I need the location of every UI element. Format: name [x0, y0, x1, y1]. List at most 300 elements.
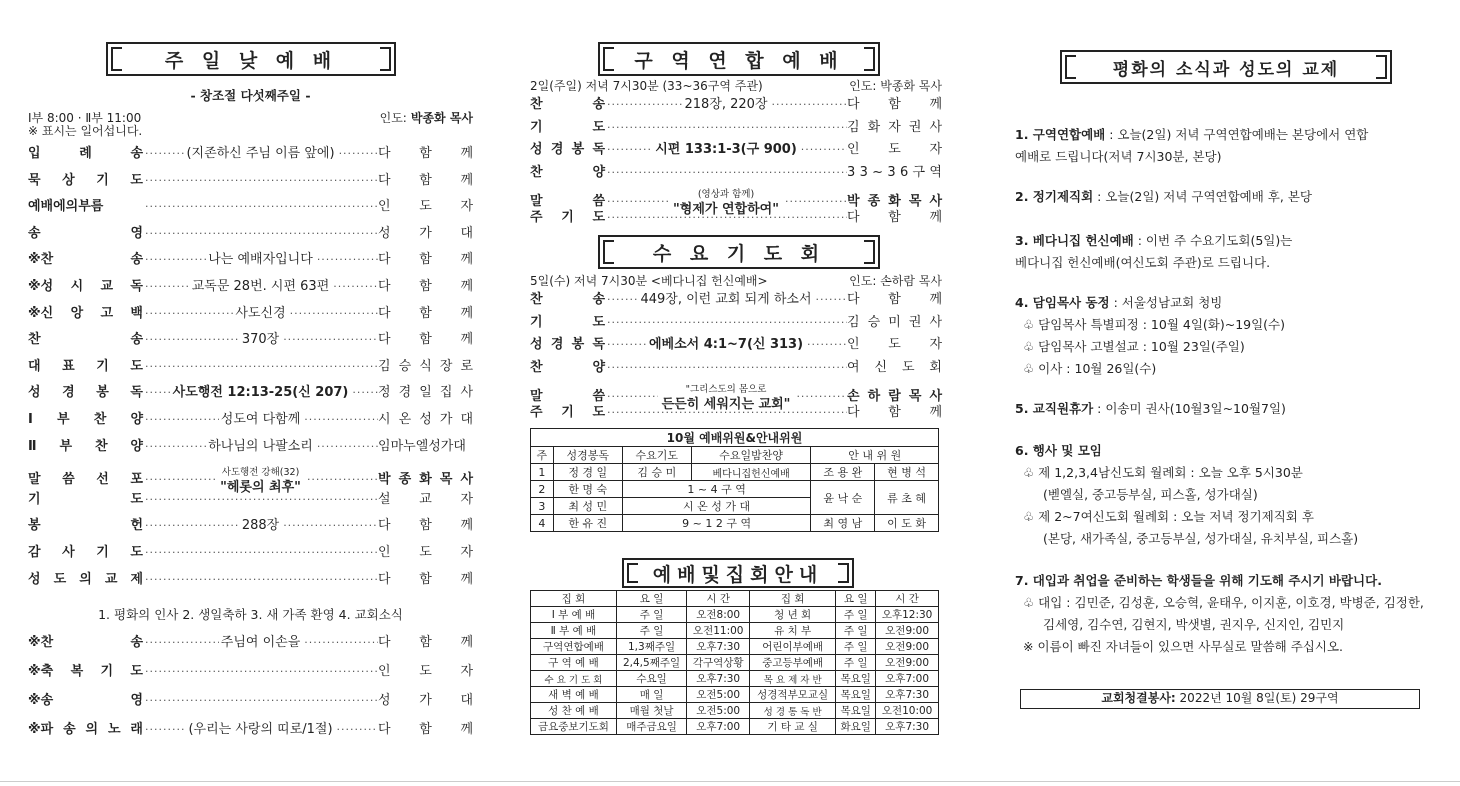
schedule-cell: Ⅱ 부 예 배	[531, 623, 617, 639]
schedule-cell: 오전9:00	[876, 655, 939, 671]
order-label	[28, 199, 143, 215]
sunday-worship-title: 주 일 낮 예 배	[106, 42, 396, 76]
committee-cell: 1	[531, 464, 554, 481]
text-part: 도	[888, 337, 901, 352]
wednesday-info	[530, 273, 942, 289]
text-part: 사	[929, 389, 943, 404]
text-part: 시	[70, 279, 84, 294]
cleaning-footer	[1020, 689, 1420, 709]
order-detail-top: (영상과 함께)	[697, 189, 755, 200]
leader-dots	[605, 405, 847, 421]
schedule-cell: 수 요 기 도 회	[531, 671, 617, 687]
text-part: 경	[550, 337, 564, 352]
schedule-cell: 주 일	[836, 639, 876, 655]
text-part: 성	[378, 225, 391, 241]
text-part: 주	[530, 404, 543, 420]
text-part: 께	[460, 635, 474, 650]
leader-dots	[770, 97, 848, 113]
order-detail: 370장	[241, 332, 280, 348]
text-part: 설	[378, 491, 391, 507]
order-row	[28, 252, 473, 268]
news-item	[1015, 440, 1435, 550]
text-part: 기	[561, 209, 574, 225]
order-person	[378, 306, 473, 322]
order-row	[28, 693, 473, 709]
district-leader: 인도: 박종화 목사	[849, 79, 942, 93]
schedule-cell: 기 타 교 실	[750, 719, 836, 735]
leader-dots	[281, 332, 378, 348]
text-part: 입	[28, 146, 41, 161]
schedule-cell: 유 치 부	[750, 623, 836, 639]
text-part: 헌	[130, 518, 143, 534]
text-part: 함	[419, 722, 432, 737]
order-person	[847, 405, 942, 421]
order-detail: 성도여 다함께	[220, 412, 301, 427]
order-row	[530, 337, 942, 353]
schedule-header: 집 회	[531, 591, 617, 607]
text-part: 권	[908, 119, 922, 135]
news-heading: 1. 구역연합예배	[1015, 127, 1106, 142]
schedule-cell: 2,4,5째주일	[616, 655, 686, 671]
text-part: 손	[847, 389, 860, 404]
schedule-cell: 성경적부모교실	[750, 687, 836, 703]
text-part: ※송	[28, 693, 54, 708]
news-text: : 이번 주 수요기도회(5일)는	[1133, 233, 1293, 248]
order-person	[847, 120, 942, 136]
order-row	[28, 359, 473, 375]
committee-cell: 1 ~ 4 구 역	[622, 481, 811, 498]
order-row	[28, 226, 473, 242]
order-label	[530, 97, 605, 113]
text-part: 찬	[28, 332, 41, 348]
schedule-cell: 오전10:00	[876, 703, 939, 719]
text-part: 감	[28, 545, 41, 560]
order-person	[378, 635, 473, 651]
text-part: 성	[28, 571, 41, 587]
text-part: 도	[419, 545, 432, 560]
text-part: 로	[460, 358, 473, 374]
leader-dots	[805, 337, 847, 353]
leader-dots	[143, 412, 219, 428]
schedule-cell: 매주금요일	[616, 719, 686, 735]
text-part: 가	[419, 225, 432, 241]
schedule-cell: 주 일	[616, 607, 686, 623]
text-part: 기	[28, 491, 41, 507]
text-part: 사	[929, 314, 942, 330]
order-row	[530, 97, 942, 113]
leader-dots	[799, 142, 847, 158]
text-part: 의	[85, 722, 99, 737]
text-part: 경	[398, 385, 412, 401]
order-person	[378, 359, 473, 375]
order-person	[378, 173, 473, 189]
text-part: 함	[419, 279, 432, 294]
text-part: 다	[378, 305, 391, 321]
text-part: 께	[460, 252, 474, 268]
text-part: 화	[419, 472, 432, 488]
leader-dots	[288, 306, 378, 322]
text-part: 송	[63, 722, 76, 737]
news-text: : 오늘(2일) 저녁 구역연합예배 후, 본당	[1093, 189, 1312, 204]
leader-dots	[331, 279, 378, 295]
schedule-cell: 목요일	[836, 703, 876, 719]
leader-dots	[335, 722, 378, 738]
schedule-cell: 화요일	[836, 719, 876, 735]
text-part: 기	[100, 664, 114, 679]
text-part: 다	[378, 146, 391, 161]
order-detail	[216, 465, 305, 495]
text-part: 께	[460, 172, 473, 188]
meeting-guide-title: 예배및집회안내	[622, 558, 854, 588]
order-person	[378, 279, 473, 295]
order-detail-top: "그리스도의 몸으로	[685, 384, 767, 395]
leader-dots	[143, 492, 378, 508]
leader-dots	[143, 518, 240, 534]
text-part: 께	[929, 292, 942, 307]
news-heading: 7. 대입과 취업을 준비하는 학생들을 위해 기도해 주시기 바랍니다.	[1015, 573, 1382, 588]
schedule-cell: 구역연합예배	[531, 639, 617, 655]
schedule-cell: 성 찬 예 배	[531, 703, 617, 719]
order-person	[378, 199, 473, 215]
committee-header: 안 내 위 원	[811, 447, 939, 464]
order-label	[28, 572, 143, 588]
order-row	[28, 412, 473, 428]
text-part: 송	[592, 292, 605, 307]
schedule-header: 집 회	[750, 591, 836, 607]
text-part: 상	[62, 172, 75, 188]
text-part: 찬	[530, 292, 543, 307]
leader-dots	[605, 194, 669, 210]
text-part: 다	[847, 209, 860, 225]
text-part: 자	[460, 664, 473, 679]
text-part: 부	[59, 438, 73, 454]
news-sub-item: ※ 이름이 빠진 자녀들이 있으면 사무실로 말씀해 주십시오.	[1023, 639, 1343, 654]
schedule-cell: 새 벽 예 배	[531, 687, 617, 703]
column-district-worship	[530, 0, 942, 786]
order-label	[28, 385, 143, 401]
text-part: 시	[378, 412, 391, 427]
text-part: 식	[419, 358, 432, 374]
subtitle-text: - 창조절 다섯째주일 -	[190, 88, 311, 103]
order-row	[28, 465, 473, 495]
order-label	[28, 146, 143, 162]
order-person	[378, 545, 473, 561]
order-label	[28, 252, 143, 268]
leader-dots	[605, 142, 653, 158]
text-part: 다	[378, 722, 391, 737]
committee-cell: 정 경 일	[553, 464, 622, 481]
text-part: 3	[847, 164, 856, 180]
text-part: 성	[530, 337, 543, 352]
text-part: 께	[929, 209, 942, 225]
order-label	[530, 405, 605, 421]
text-part: 사	[62, 545, 75, 560]
leader-dots	[143, 173, 378, 189]
text-part: 말	[530, 194, 543, 209]
text-part: 봉	[96, 385, 109, 401]
text-part: 기	[530, 314, 543, 330]
schedule-cell: 오후7:00	[876, 671, 939, 687]
text-part: 께	[460, 571, 473, 587]
text-part: 사	[460, 472, 473, 488]
order-person	[378, 693, 473, 709]
text-part: 자	[460, 491, 473, 507]
guide-cell: 류 초 혜	[875, 481, 939, 515]
text-part: 다	[378, 332, 391, 348]
text-part: 인	[378, 545, 391, 560]
schedule-cell: 매 일	[616, 687, 686, 703]
leader-dots	[143, 722, 186, 738]
leader-dots	[605, 97, 683, 113]
text-part: 가	[419, 693, 432, 708]
order-detail: 교독문 28번. 시편 63편	[191, 279, 330, 294]
text-part: 말	[28, 472, 41, 488]
text-part: 다	[378, 172, 391, 188]
text-part: 목	[908, 194, 922, 209]
order-row	[28, 306, 473, 322]
text-part: 다	[378, 635, 391, 650]
order-row	[28, 572, 473, 588]
text-part: 함	[888, 97, 901, 112]
text-part: 승	[398, 358, 412, 374]
committee-cell: 시 온 성 가 대	[622, 498, 811, 515]
leader-dots	[315, 439, 378, 455]
committee-header: 성경봉독	[553, 447, 622, 464]
text-part: 기	[561, 404, 574, 420]
order-person	[847, 337, 942, 353]
schedule-cell: 금요중보기도회	[531, 719, 617, 735]
schedule-cell: 수요일	[616, 671, 686, 687]
text-part: 다	[378, 571, 391, 587]
schedule-cell: 오후12:30	[876, 607, 939, 623]
schedule-cell: 매월 첫날	[616, 703, 686, 719]
order-person	[847, 360, 942, 376]
text-part: ~	[872, 164, 884, 180]
wednesday-leader: 인도: 손하람 목사	[849, 274, 942, 288]
text-part: 일	[419, 385, 432, 401]
committee-header: 수요기도	[622, 447, 691, 464]
news-text: : 이송미 권사(10월3일~10월7일)	[1093, 401, 1286, 416]
text-part: 도	[419, 664, 432, 679]
committee-header: 주	[531, 447, 554, 464]
schedule-cell: 오후7:30	[876, 687, 939, 703]
footer-text: 2022년 10월 8일(토) 29구역	[1179, 691, 1339, 705]
text-part: 화	[867, 119, 881, 135]
leader-dots	[350, 385, 378, 401]
leader-dots	[143, 572, 378, 588]
order-person	[847, 292, 942, 308]
news-sub-item: ♧ 담임목사 고별설교 : 10월 23일(주일)	[1023, 339, 1245, 354]
text-part: 도	[592, 404, 605, 420]
schedule-cell: 어린이부예배	[750, 639, 836, 655]
guide-cell: 이 도 화	[875, 515, 939, 532]
news-sub-item: ♧ 대입 : 김민준, 김성훈, 오승혁, 윤태우, 이지훈, 이호경, 박병준, 김정한,	[1023, 595, 1424, 610]
text-part: 기	[530, 119, 543, 135]
text-part: 김	[847, 314, 860, 330]
text-part: 경	[550, 142, 564, 157]
text-part: 대	[460, 412, 474, 427]
text-part: 온	[398, 412, 412, 427]
guide-cell: 조 용 완	[811, 464, 875, 481]
text-part: 봉	[571, 337, 585, 352]
leader-dots	[605, 210, 847, 226]
news-item	[1015, 570, 1435, 658]
order-label	[530, 142, 605, 158]
order-detail: 449장, 이런 교회 되게 하소서	[640, 292, 812, 307]
text-part: 선	[96, 472, 109, 488]
committee-table	[530, 428, 939, 532]
text-part: 종	[398, 472, 412, 488]
text-part: 도	[130, 358, 143, 374]
text-part: 도	[592, 209, 605, 225]
order-person	[847, 142, 942, 158]
order-person	[378, 439, 473, 455]
leader-dots	[143, 545, 378, 561]
text-part: 다	[378, 279, 391, 294]
news-continuation: 예배로 드립니다(저녁 7시30분, 본당)	[1015, 149, 1222, 164]
text-part: 양	[592, 164, 605, 180]
text-part: 기	[96, 172, 109, 188]
text-part: 주	[530, 209, 543, 225]
text-part: 함	[419, 635, 432, 650]
order-person	[378, 385, 473, 401]
leader-dots	[143, 146, 184, 162]
leader-dots	[143, 385, 171, 401]
order-person	[378, 518, 473, 534]
text-part: 다	[847, 404, 860, 420]
text-part: 찬	[530, 359, 543, 375]
order-detail: 사도행전 12:13-25(신 207)	[172, 385, 349, 401]
guide-cell: 윤 낙 순	[811, 481, 875, 515]
text-part: ※축	[28, 664, 54, 679]
text-part: 도	[901, 359, 915, 375]
leader-dots	[143, 332, 240, 348]
schedule-cell: 중고등부예배	[750, 655, 836, 671]
leader-dots	[143, 472, 216, 488]
text-part: 함	[419, 305, 432, 321]
schedule-cell: 1,3째주일	[616, 639, 686, 655]
order-label	[28, 173, 143, 189]
text-part: 인	[378, 199, 391, 215]
order-person	[378, 226, 473, 242]
order-person	[378, 722, 473, 738]
order-row	[530, 315, 942, 331]
text-part: ※찬	[28, 635, 54, 650]
text-part: 인	[847, 337, 860, 352]
leader-dots	[143, 635, 219, 651]
order-person	[847, 97, 942, 113]
text-part: 찬	[530, 164, 543, 180]
text-part: 독	[592, 142, 605, 157]
text-part: 미	[888, 314, 901, 330]
order-row	[28, 664, 473, 680]
order-detail-main: 든든히 세워지는 교회"	[661, 397, 791, 412]
text-part: 3	[887, 164, 896, 180]
text-part: 교	[419, 491, 432, 507]
order-person	[378, 252, 473, 268]
text-part: 정	[378, 385, 391, 401]
text-part: 도	[419, 199, 432, 215]
leader-dots	[143, 199, 378, 215]
order-detail: (지존하신 주님 이름 앞에)	[186, 146, 335, 161]
text-part: 의	[79, 571, 92, 587]
order-row	[530, 142, 942, 158]
order-label	[530, 210, 605, 226]
column-news	[1015, 0, 1435, 786]
order-label	[530, 315, 605, 331]
district-worship-title: 구 역 연 합 예 배	[598, 42, 880, 76]
text-part: 다	[378, 252, 391, 268]
leader-dots	[143, 693, 378, 709]
text-part: 교	[100, 279, 114, 294]
order-person	[378, 572, 473, 588]
district-info-text: 2일(주일) 저녁 7시30분 (33~36구역 주관)	[530, 79, 763, 93]
text-part: 독	[592, 337, 605, 352]
text-part: 함	[419, 571, 432, 587]
order-person	[378, 472, 473, 488]
order-label	[530, 389, 605, 405]
news-heading: 5. 교직원휴가	[1015, 401, 1094, 416]
text-part: 께	[460, 722, 473, 737]
schedule-cell: 오후7:00	[687, 719, 750, 735]
text-part: 께	[460, 332, 473, 348]
schedule-header: 시 간	[876, 591, 939, 607]
committee-cell: 9 ~ 1 2 구 역	[622, 515, 811, 532]
order-person	[378, 492, 473, 508]
text-part: 찬	[94, 438, 108, 454]
text-part: 함	[419, 172, 432, 188]
committee-row	[531, 481, 939, 498]
text-part: 기	[96, 545, 109, 560]
order-row	[28, 332, 473, 348]
text-part: 집	[439, 385, 453, 401]
text-part: 6	[899, 164, 909, 180]
text-part: 사	[929, 194, 943, 209]
text-part: 영	[130, 693, 143, 708]
order-person	[378, 664, 473, 680]
leader-dots	[315, 252, 378, 268]
text-part: 함	[888, 292, 901, 307]
text-part: 다	[847, 97, 860, 112]
text-part: 장	[439, 358, 453, 374]
text-part: 대	[460, 693, 473, 708]
news-item	[1015, 230, 1435, 274]
text-part: 제	[130, 571, 143, 587]
order-row	[530, 120, 942, 136]
order-label	[28, 693, 143, 709]
leader-dots	[143, 252, 206, 268]
text-part: 씀	[592, 389, 605, 404]
text-part: 독	[130, 279, 143, 294]
order-person	[378, 412, 473, 428]
order-label	[28, 635, 143, 651]
order-person	[378, 332, 473, 348]
order-label	[530, 337, 605, 353]
text-part: 목	[439, 472, 453, 488]
schedule-cell: 오후7:30	[687, 639, 750, 655]
text-part: 묵	[28, 172, 41, 188]
schedule-cell: 주 일	[836, 655, 876, 671]
leader-dots	[143, 306, 233, 322]
text-part: 성	[530, 142, 543, 157]
schedule-cell: 목요일	[836, 671, 876, 687]
leader-dots	[605, 292, 638, 308]
leader-dots	[605, 389, 658, 405]
text-part: 도	[130, 172, 143, 188]
order-label	[530, 120, 605, 136]
text-part: 송	[130, 332, 143, 348]
schedule-header: 요 일	[616, 591, 686, 607]
